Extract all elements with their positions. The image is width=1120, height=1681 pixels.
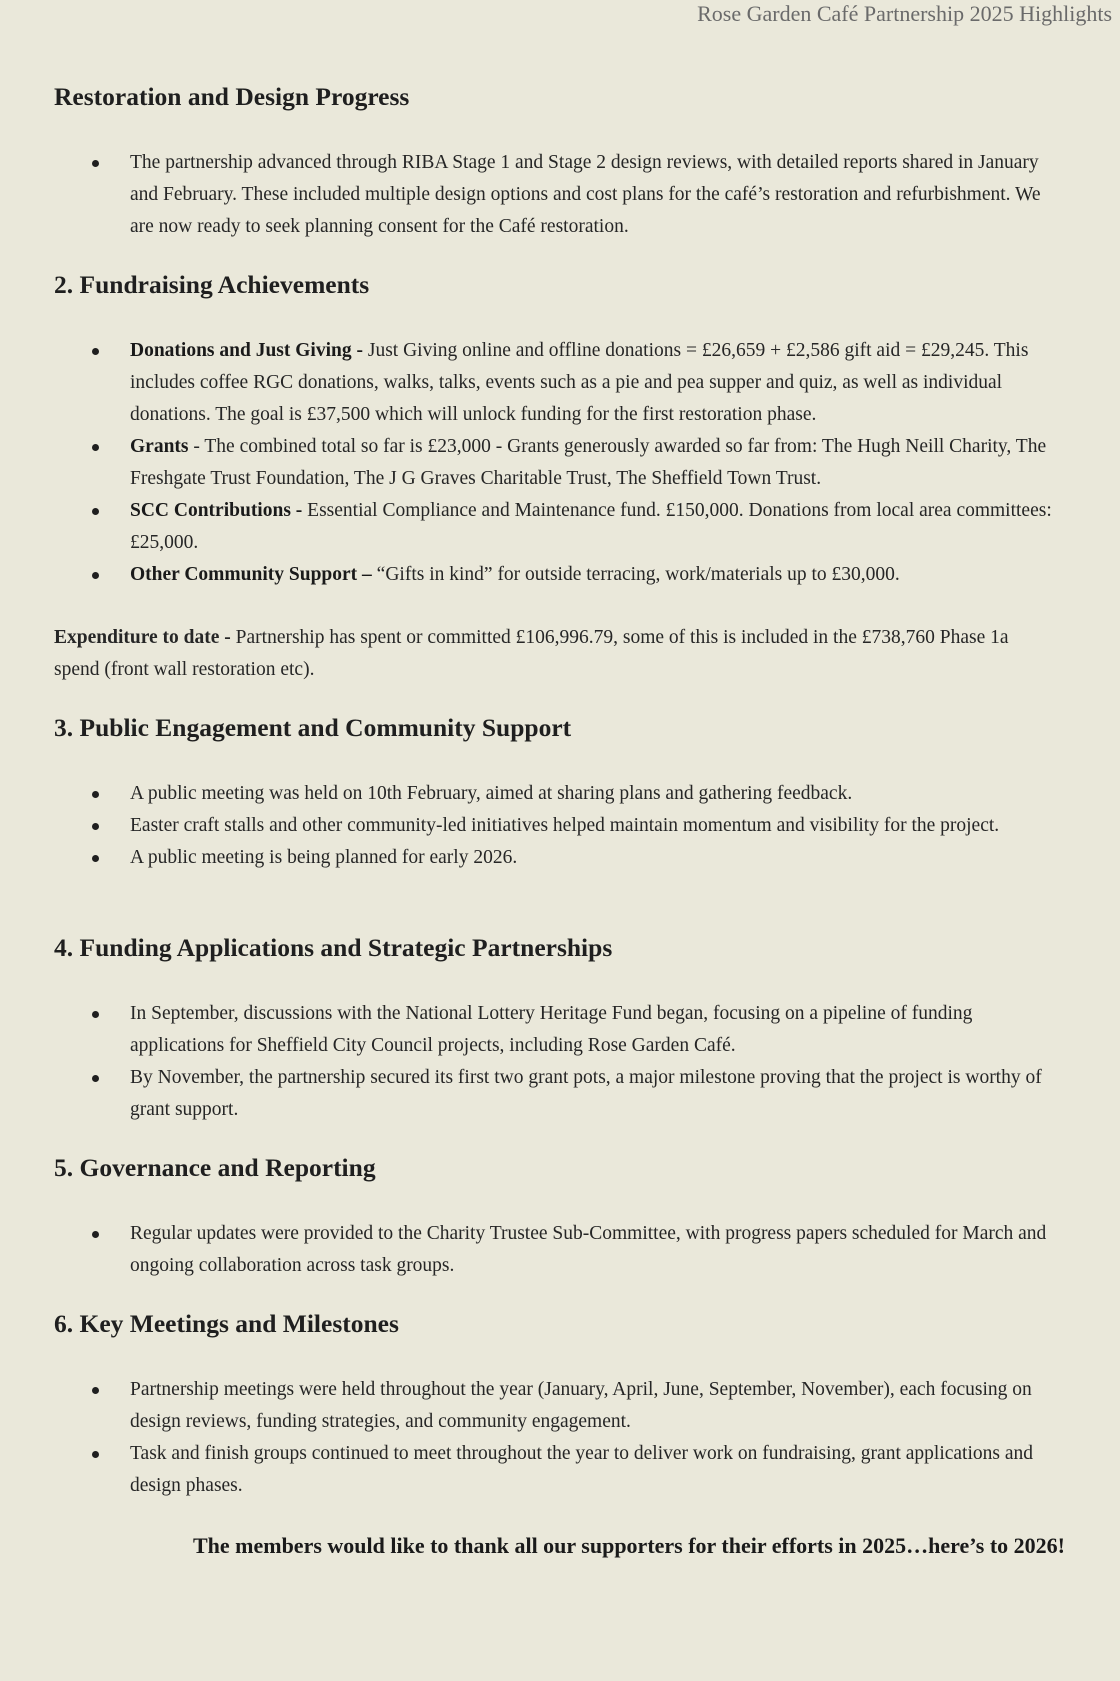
bullet-icon — [92, 444, 99, 451]
bullet-icon — [92, 1011, 99, 1018]
item-text: Just Giving online and offline donations = £26,659 + £2,586 gift aid = £29,245. This includes coffee RGC donations, walks, talks, events such as a pie and pea supper and quiz, as well as individual donations. The goal is £37,500 which will unlock funding for the first restoration phase. — [130, 340, 1029, 425]
list-item — [54, 810, 1054, 842]
list-item — [54, 431, 1054, 495]
list-item-text: Regular updates were provided to the Charity Trustee Sub-Committee, with progress papers scheduled for March and ongoing collaboration across task groups. — [130, 1223, 1047, 1276]
section-heading-engagement: 3. Public Engagement and Community Support — [54, 713, 572, 742]
list-item-text: Easter craft stalls and other community-led initiatives helped maintain momentum and visibility for the project. — [130, 815, 1000, 836]
list-item-text: Task and finish groups continued to meet throughout the year to deliver work on fundraising, grant applications and design phases. — [130, 1443, 1034, 1496]
item-label: Grants — [130, 436, 189, 457]
list-item-text: By November, the partnership secured its first two grant pots, a major milestone proving that the project is worthy of grant support. — [130, 1067, 1042, 1120]
bullet-icon — [92, 1075, 99, 1082]
list-item — [54, 559, 1054, 591]
bullet-icon — [92, 1231, 99, 1238]
list-item — [54, 147, 1054, 243]
section-heading-fundraising: 2. Fundraising Achievements — [54, 270, 370, 299]
restoration-list — [54, 147, 1084, 243]
bullet-icon — [92, 508, 99, 515]
item-label: SCC Contributions - — [130, 500, 303, 521]
engagement-list — [54, 778, 1084, 874]
list-item — [54, 778, 1054, 810]
bullet-icon — [92, 1387, 99, 1394]
expenditure-text: Partnership has spent or committed £106,996.79, some of this is included in the £738,760 Phase 1a spend (front wall restoration etc). — [54, 627, 1009, 680]
section-heading-restoration: Restoration and Design Progress — [54, 82, 410, 111]
item-label: Other Community Support – — [130, 564, 372, 585]
list-item — [54, 335, 1054, 431]
item-text: - The combined total so far is £23,000 - Grants generously awarded so far from: The Hugh Neill Charity, The Freshgate Trust Foundation, The J G Graves Charitable Trust, The Sheffield Town Trust. — [130, 436, 1047, 489]
bullet-icon — [92, 572, 99, 579]
closing-message: The members would like to thank all our supporters for their efforts in 2025…here’s to 2026! — [192, 1533, 1066, 1558]
list-item — [54, 1374, 1054, 1438]
item-label: Donations and Just Giving - — [130, 340, 363, 361]
bullet-icon — [92, 1451, 99, 1458]
expenditure-label: Expenditure to date - — [54, 627, 231, 648]
funding-applications-list — [54, 998, 1084, 1126]
bullet-icon — [92, 823, 99, 830]
list-item-text: A public meeting was held on 10th February, aimed at sharing plans and gathering feedback. — [130, 783, 853, 804]
fundraising-list — [54, 335, 1084, 591]
bullet-icon — [92, 791, 99, 798]
list-item — [54, 998, 1054, 1062]
bullet-icon — [92, 160, 99, 167]
list-item-text: Partnership meetings were held throughout the year (January, April, June, September, November), each focusing on design reviews, funding strategies, and community engagement. — [130, 1379, 1032, 1432]
section-heading-funding-applications: 4. Funding Applications and Strategic Partnerships — [54, 933, 613, 962]
list-item — [54, 842, 1054, 874]
item-text: “Gifts in kind” for outside terracing, work/materials up to £30,000. — [371, 564, 900, 585]
section-heading-governance: 5. Governance and Reporting — [54, 1153, 376, 1182]
section-heading-meetings: 6. Key Meetings and Milestones — [54, 1309, 399, 1338]
list-item-text: A public meeting is being planned for early 2026. — [130, 847, 518, 868]
list-item — [54, 1218, 1054, 1282]
bullet-icon — [92, 855, 99, 862]
governance-list — [54, 1218, 1084, 1282]
bullet-icon — [92, 348, 99, 355]
list-item — [54, 1062, 1054, 1126]
list-item — [54, 495, 1054, 559]
list-item-text: In September, discussions with the National Lottery Heritage Fund began, focusing on a pipeline of funding applications for Sheffield City Council projects, including Rose Garden Café. — [130, 1003, 973, 1056]
expenditure-paragraph — [54, 622, 1054, 686]
list-item-text: The partnership advanced through RIBA Stage 1 and Stage 2 design reviews, with detailed reports shared in January and February. These included multiple design options and cost plans for the café’s restoration and refurbishment. We are now ready to seek planning consent for the Café restoration. — [130, 152, 1041, 237]
item-text: Essential Compliance and Maintenance fund. £150,000. Donations from local area committees: £25,000. — [130, 500, 1052, 553]
document-header: Rose Garden Café Partnership 2025 Highlights — [697, 1, 1112, 26]
meetings-list — [54, 1374, 1084, 1502]
list-item — [54, 1438, 1054, 1502]
